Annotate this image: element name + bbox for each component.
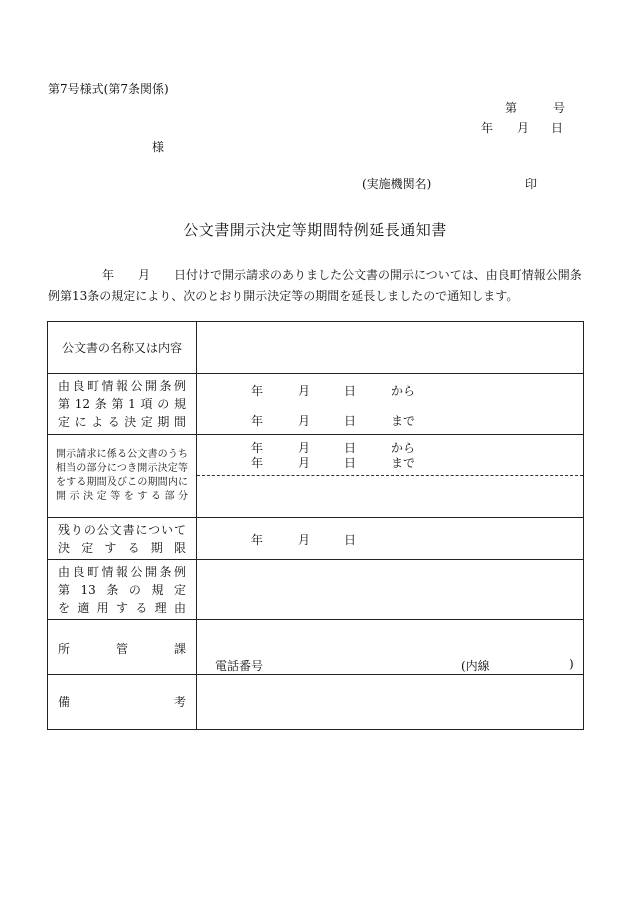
date-year: 年 bbox=[481, 121, 494, 135]
label-line: を適用する理由 bbox=[58, 600, 186, 615]
doc-no-prefix: 第 bbox=[505, 101, 518, 115]
month-text: 月 bbox=[298, 456, 311, 470]
body-line-1: 年 月 日付けで開示請求のありました公文書の開示については、由良町情報公開条 bbox=[102, 268, 582, 282]
seal-mark: 印 bbox=[525, 177, 538, 191]
month-text: 月 bbox=[298, 533, 311, 547]
label-line: 開示請求に係る公文書のうち bbox=[56, 449, 188, 460]
document-title: 公文書開示決定等期間特例延長通知書 bbox=[183, 221, 447, 239]
value-application-reason bbox=[197, 560, 584, 620]
row-remarks bbox=[48, 675, 584, 730]
month-text: 月 bbox=[298, 384, 311, 398]
value-document-name bbox=[197, 322, 584, 374]
label-line: 由良町情報公開条例 bbox=[58, 564, 186, 579]
value-remaining-deadline bbox=[197, 518, 584, 560]
year-text: 年 bbox=[251, 384, 264, 398]
date-day: 日 bbox=[551, 121, 564, 135]
label-remaining-deadline bbox=[48, 518, 197, 560]
row-responsible-section bbox=[48, 620, 584, 675]
month-text: 月 bbox=[298, 441, 311, 455]
label-document-name bbox=[48, 322, 197, 374]
label-line: 相当の部分につき開示決定等 bbox=[56, 463, 188, 474]
day-text: 日 bbox=[344, 456, 357, 470]
row-decision-period bbox=[48, 374, 584, 435]
label-decision-period bbox=[48, 374, 197, 435]
label-line: をする期間及びこの期間内に bbox=[56, 477, 188, 488]
extension-close: ) bbox=[569, 657, 574, 671]
from-text: から bbox=[391, 441, 416, 455]
month-text: 月 bbox=[298, 414, 311, 428]
label-text: 備考 bbox=[58, 695, 186, 709]
year-text: 年 bbox=[251, 456, 264, 470]
dashed-divider bbox=[197, 475, 583, 476]
value-partial-decision bbox=[197, 435, 584, 518]
label-line: 第12条第1項の規 bbox=[58, 397, 186, 411]
day-text: 日 bbox=[344, 414, 357, 428]
day-text: 日 bbox=[344, 441, 357, 455]
year-text: 年 bbox=[251, 414, 264, 428]
form-number: 第7号様式(第7条関係) bbox=[48, 82, 169, 96]
row-document-name bbox=[48, 322, 584, 374]
agency-label: (実施機関名) bbox=[362, 177, 432, 191]
row-application-reason bbox=[48, 560, 584, 620]
row-partial-decision bbox=[48, 435, 584, 518]
extension-open: (内線 bbox=[461, 659, 490, 673]
label-text: 所管課 bbox=[58, 642, 186, 656]
from-text: から bbox=[391, 384, 416, 398]
label-line: 残りの公文書について bbox=[58, 522, 186, 537]
year-text: 年 bbox=[251, 533, 264, 547]
label-application-reason bbox=[48, 560, 197, 620]
label-line: 由良町情報公開条例 bbox=[58, 379, 186, 393]
until-text: まで bbox=[391, 414, 416, 428]
day-text: 日 bbox=[344, 533, 357, 547]
body-line-2: 例第13条の規定により、次のとおり開示決定等の期間を延長しましたので通知します。 bbox=[48, 289, 519, 303]
details-table bbox=[47, 321, 584, 730]
doc-no-suffix: 号 bbox=[553, 101, 566, 115]
document-date bbox=[481, 119, 563, 136]
value-responsible-section bbox=[197, 620, 584, 675]
value-decision-period bbox=[197, 374, 584, 435]
label-remarks bbox=[48, 675, 197, 730]
label-line: 第13条の規定 bbox=[58, 582, 186, 597]
phone-label: 電話番号 bbox=[215, 659, 264, 673]
addressee-suffix: 様 bbox=[152, 140, 165, 154]
year-text: 年 bbox=[251, 441, 264, 455]
document-number bbox=[505, 99, 565, 116]
label-line: 定による決定期間 bbox=[58, 415, 186, 429]
value-remarks bbox=[197, 675, 584, 730]
until-text: まで bbox=[391, 456, 416, 470]
label-line: 決定する期限 bbox=[58, 540, 186, 555]
label-line: 開示決定等をする部分 bbox=[56, 491, 188, 502]
label-text: 公文書の名称又は内容 bbox=[61, 340, 182, 355]
label-responsible-section bbox=[48, 620, 197, 675]
row-remaining-deadline bbox=[48, 518, 584, 560]
label-partial-decision bbox=[48, 435, 197, 518]
day-text: 日 bbox=[344, 384, 357, 398]
partial-period bbox=[197, 435, 583, 475]
date-month: 月 bbox=[517, 121, 530, 135]
